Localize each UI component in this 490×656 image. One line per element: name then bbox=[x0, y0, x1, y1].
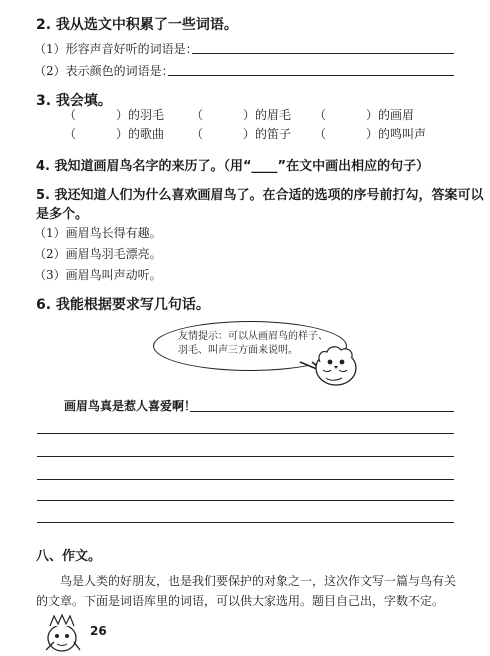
writing-line-3[interactable] bbox=[37, 456, 454, 457]
q2-item1-label: （1）形容声音好听的词语是： bbox=[34, 42, 198, 56]
q5-option-3[interactable]: （3）画眉鸟叫声动听。 bbox=[34, 268, 162, 282]
bird-mascot-icon bbox=[311, 340, 361, 388]
q5-option-1[interactable]: （1）画眉鸟长得有趣。 bbox=[34, 226, 162, 240]
q2-item2-label: （2）表示颜色的词语是： bbox=[34, 64, 174, 78]
q3-paren-open: （ bbox=[191, 108, 204, 122]
writing-line-4[interactable] bbox=[37, 479, 454, 480]
q3-row-2 bbox=[64, 125, 426, 142]
q5-title-line2: 是多个。 bbox=[36, 207, 89, 222]
q3-blank-text[interactable]: ）的羽毛 bbox=[116, 108, 165, 122]
pencil-mascot-icon bbox=[40, 612, 84, 654]
q3-paren-open: （ bbox=[64, 108, 77, 122]
page-number: 26 bbox=[90, 624, 107, 638]
q4-title: 4. 我知道画眉鸟名字的来历了。（用“____”在文中画出相应的句子） bbox=[36, 159, 430, 174]
q3-blank-text[interactable]: ）的歌曲 bbox=[116, 127, 165, 141]
tip-text: 友情提示：可以从画眉鸟的样子、羽毛、叫声三方面来说明。 bbox=[178, 331, 328, 356]
q3-blank-text[interactable]: ）的眉毛 bbox=[243, 108, 292, 122]
writing-line-2[interactable] bbox=[37, 433, 454, 434]
writing-line-5[interactable] bbox=[37, 500, 454, 501]
q6-title: 6. 我能根据要求写几句话。 bbox=[36, 297, 210, 313]
writing-line-6[interactable] bbox=[37, 522, 454, 523]
q6-lead-sentence: 画眉鸟真是惹人喜爱啊！ bbox=[64, 399, 197, 413]
q3-row-1 bbox=[64, 106, 414, 123]
q2-title: 2. 我从选文中积累了一些词语。 bbox=[36, 17, 238, 33]
q5-title-line1: 5. 我还知道人们为什么喜欢画眉鸟了。在合适的选项的序号前打勾，答案可以 bbox=[36, 188, 484, 203]
section-8-text-line2: 的文章。下面是词语库里的词语，可以供大家选用。题目自己出，字数不定。 bbox=[36, 594, 445, 608]
q3-blank-text[interactable]: ）的笛子 bbox=[243, 127, 292, 141]
q2-item2-answer-line[interactable] bbox=[168, 75, 454, 76]
q2-item1-answer-line[interactable] bbox=[192, 53, 454, 54]
section-8-text-line1: 鸟是人类的好朋友，也是我们要保护的对象之一，这次作文写一篇与鸟有关 bbox=[60, 574, 457, 588]
q3-title: 3. 我会填。 bbox=[36, 93, 112, 109]
q3-paren-open: （ bbox=[64, 127, 77, 141]
q3-paren-open: （ bbox=[314, 108, 327, 122]
q3-blank-text[interactable]: ）的鸣叫声 bbox=[366, 127, 427, 141]
section-8-title: 八、作文。 bbox=[36, 549, 102, 564]
writing-line-1[interactable] bbox=[190, 411, 454, 412]
q3-blank-text[interactable]: ）的画眉 bbox=[366, 108, 415, 122]
q3-paren-open: （ bbox=[314, 127, 327, 141]
q5-option-2[interactable]: （2）画眉鸟羽毛漂亮。 bbox=[34, 247, 162, 261]
q3-paren-open: （ bbox=[191, 127, 204, 141]
